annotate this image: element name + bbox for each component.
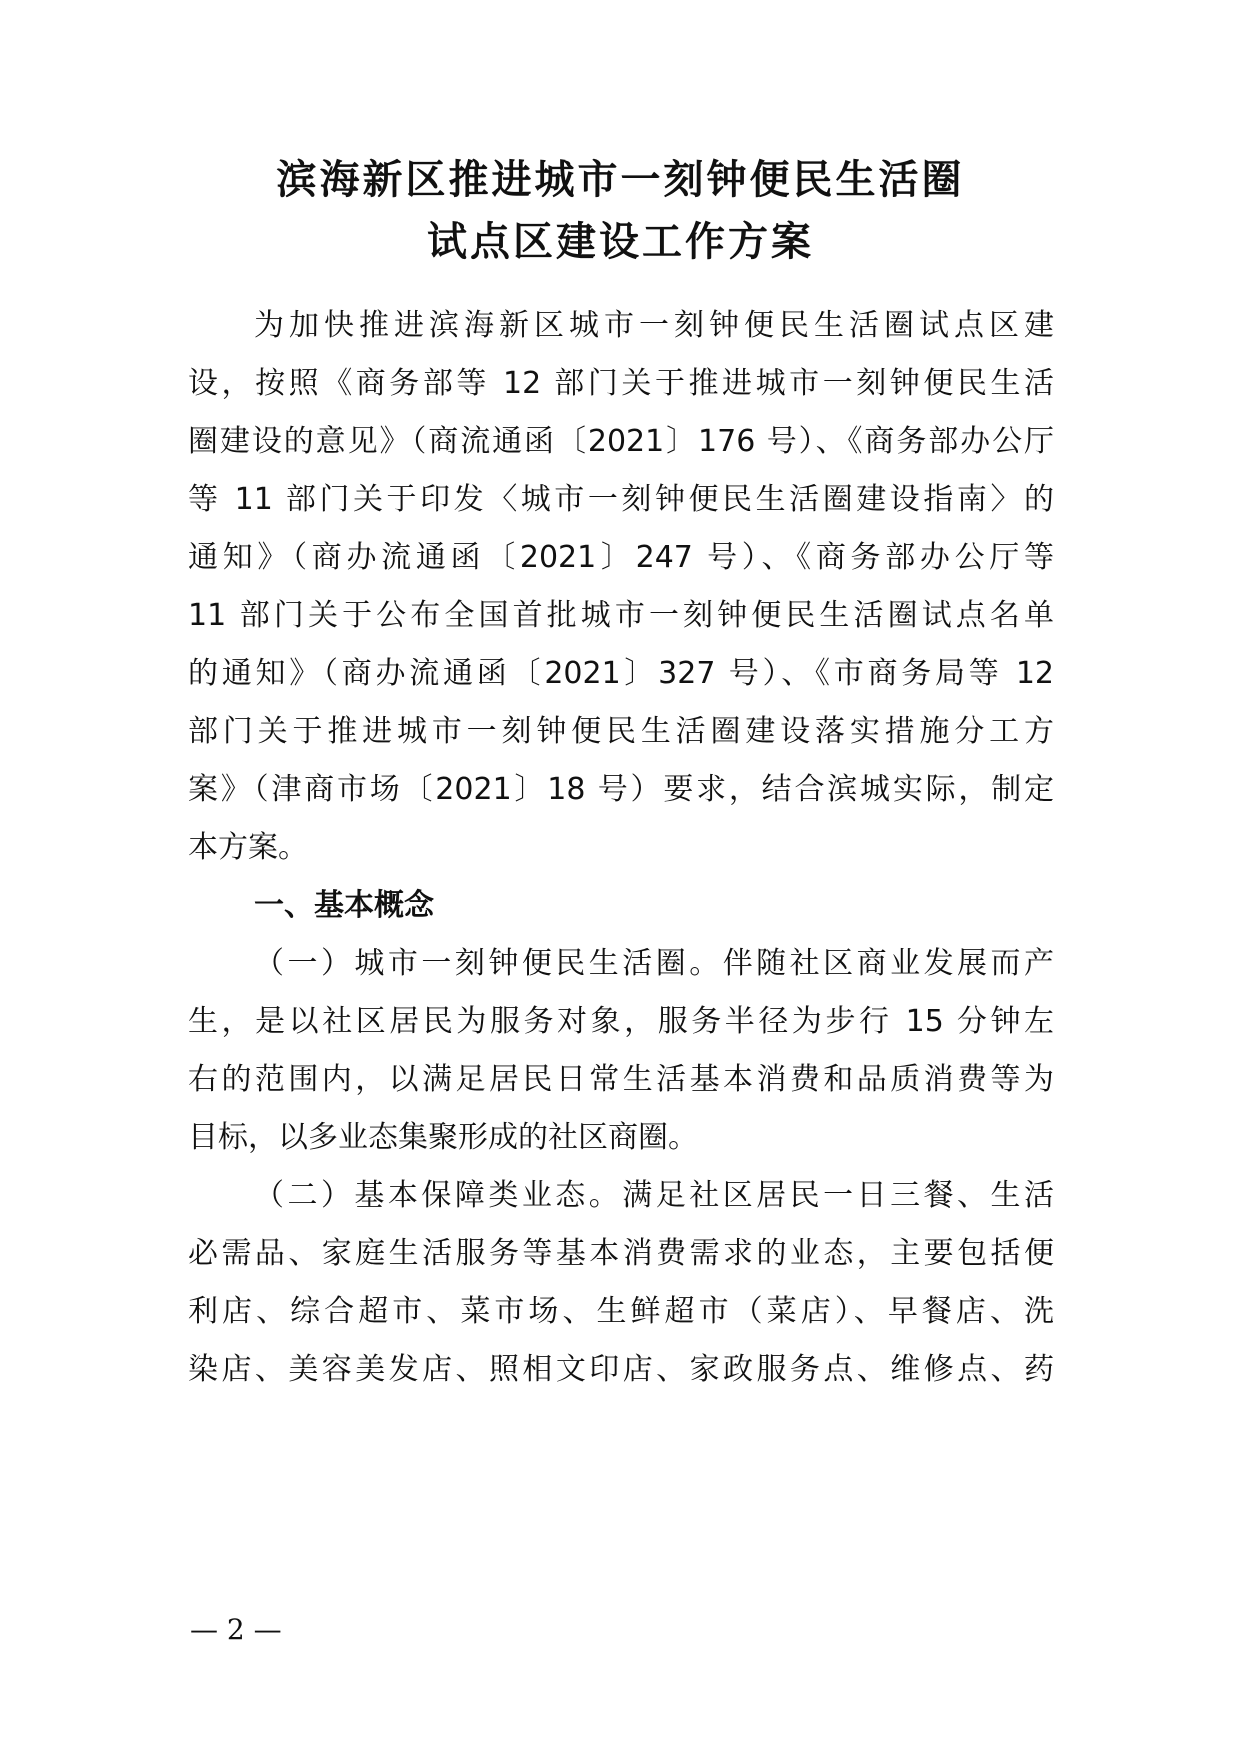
intro-line: 通知》（商办流通函〔2021〕247 号）、《商务部办公厅等 [188, 540, 1054, 575]
intro-line: 圈建设的意见》（商流通函〔2021〕176 号）、《商务部办公厅 [188, 424, 1054, 459]
body-line: 目标，以多业态集聚形成的社区商圈。 [188, 1120, 698, 1155]
body-line: 必需品、家庭生活服务等基本消费需求的业态，主要包括便 [188, 1236, 1054, 1271]
intro-line: 部门关于推进城市一刻钟便民生活圈建设落实措施分工方 [188, 714, 1054, 749]
body-line: 生，是以社区居民为服务对象，服务半径为步行 15 分钟左 [188, 1004, 1054, 1039]
body-line: 染店、美容美发店、照相文印店、家政服务点、维修点、药 [188, 1352, 1054, 1387]
section-heading: 一、基本概念 [254, 888, 434, 923]
intro-line: 11 部门关于公布全国首批城市一刻钟便民生活圈试点名单 [188, 598, 1054, 633]
body-line: （一）城市一刻钟便民生活圈。伴随社区商业发展而产 [254, 946, 1054, 981]
intro-line: 设，按照《商务部等 12 部门关于推进城市一刻钟便民生活 [188, 366, 1054, 401]
page-number: — 2 — [190, 1613, 282, 1646]
body-line: 利店、综合超市、菜市场、生鲜超市（菜店）、早餐店、洗 [188, 1294, 1054, 1329]
intro-line: 为加快推进滨海新区城市一刻钟便民生活圈试点区建 [254, 308, 1054, 343]
intro-line: 本方案。 [188, 830, 308, 865]
body-line: （二）基本保障类业态。满足社区居民一日三餐、生活 [254, 1178, 1054, 1213]
intro-line: 案》（津商市场〔2021〕18 号）要求，结合滨城实际，制定 [188, 772, 1054, 807]
body-line: 右的范围内，以满足居民日常生活基本消费和品质消费等为 [188, 1062, 1054, 1097]
document-title-line-1: 滨海新区推进城市一刻钟便民生活圈 [276, 156, 965, 203]
intro-line: 等 11 部门关于印发〈城市一刻钟便民生活圈建设指南〉的 [188, 482, 1054, 517]
intro-line: 的通知》（商办流通函〔2021〕327 号）、《市商务局等 12 [188, 656, 1054, 691]
document-title-line-2: 试点区建设工作方案 [427, 218, 814, 265]
